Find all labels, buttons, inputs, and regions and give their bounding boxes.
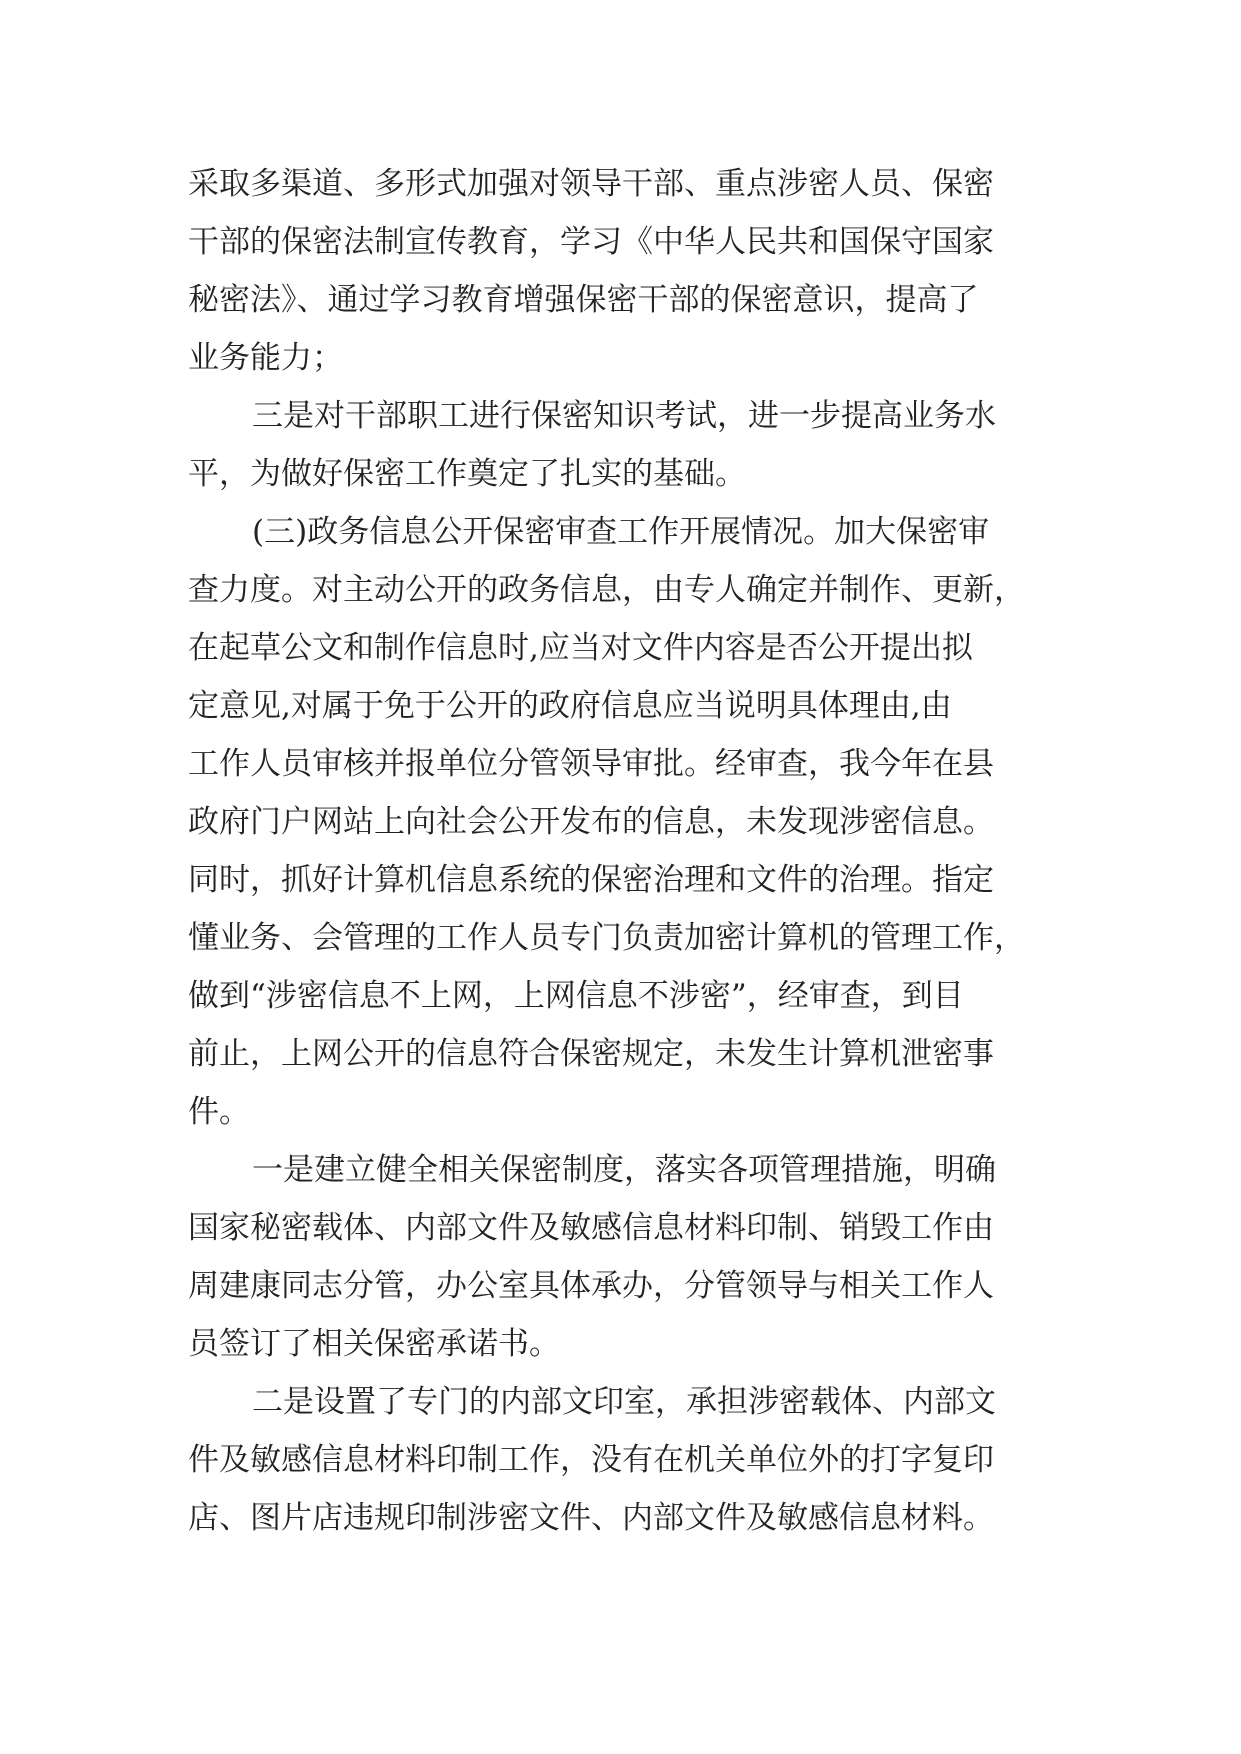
paragraph-start-line: 三是对干部职工进行保密知识考试，进一步提高业务水 (252, 398, 996, 434)
paragraph-start-line: 二是设置了专门的内部文印室，承担涉密载体、内部文 (252, 1384, 996, 1420)
text-line: 干部的保密法制宣传教育，学习《中华人民共和国保守国家 (188, 224, 994, 260)
text-line: 做到“涉密信息不上网，上网信息不涉密”，经审查，到目 (188, 978, 964, 1014)
text-line: 平，为做好保密工作奠定了扎实的基础。 (188, 456, 746, 492)
text-line: 定意见,对属于免于公开的政府信息应当说明具体理由,由 (188, 688, 952, 724)
text-line: 工作人员审核并报单位分管领导审批。经审查，我今年在县 (188, 746, 994, 782)
text-line: 周建康同志分管，办公室具体承办，分管领导与相关工作人 (188, 1268, 994, 1304)
text-line: 采取多渠道、多形式加强对领导干部、重点涉密人员、保密 (188, 166, 994, 202)
document-body (188, 155, 1058, 1547)
text-line: 前止，上网公开的信息符合保密规定，未发生计算机泄密事 (188, 1036, 994, 1072)
text-line: 件及敏感信息材料印制工作，没有在机关单位外的打字复印 (188, 1442, 994, 1478)
text-line: 在起草公文和制作信息时,应当对文件内容是否公开提出拟 (188, 630, 973, 666)
text-line: 业务能力； (188, 340, 343, 376)
text-line: 政府门户网站上向社会公开发布的信息，未发现涉密信息。 (188, 804, 994, 840)
text-line: 店、图片店违规印制涉密文件、内部文件及敏感信息材料。 (188, 1500, 994, 1536)
text-line: 员签订了相关保密承诺书。 (188, 1326, 560, 1362)
text-line: 国家秘密载体、内部文件及敏感信息材料印制、销毁工作由 (188, 1210, 994, 1246)
text-line: 查力度。对主动公开的政务信息，由专人确定并制作、更新， (188, 572, 1025, 608)
paragraph-start-line: 一是建立健全相关保密制度，落实各项管理措施，明确 (252, 1152, 996, 1188)
text-line: 件。 (188, 1094, 250, 1130)
text-line: 懂业务、会管理的工作人员专门负责加密计算机的管理工作， (188, 920, 1025, 956)
text-line: 同时，抓好计算机信息系统的保密治理和文件的治理。指定 (188, 862, 994, 898)
text-line: 秘密法》、通过学习教育增强保密干部的保密意识，提高了 (188, 282, 979, 318)
section-heading-line: (三)政务信息公开保密审查工作开展情况。加大保密审 (252, 514, 990, 550)
